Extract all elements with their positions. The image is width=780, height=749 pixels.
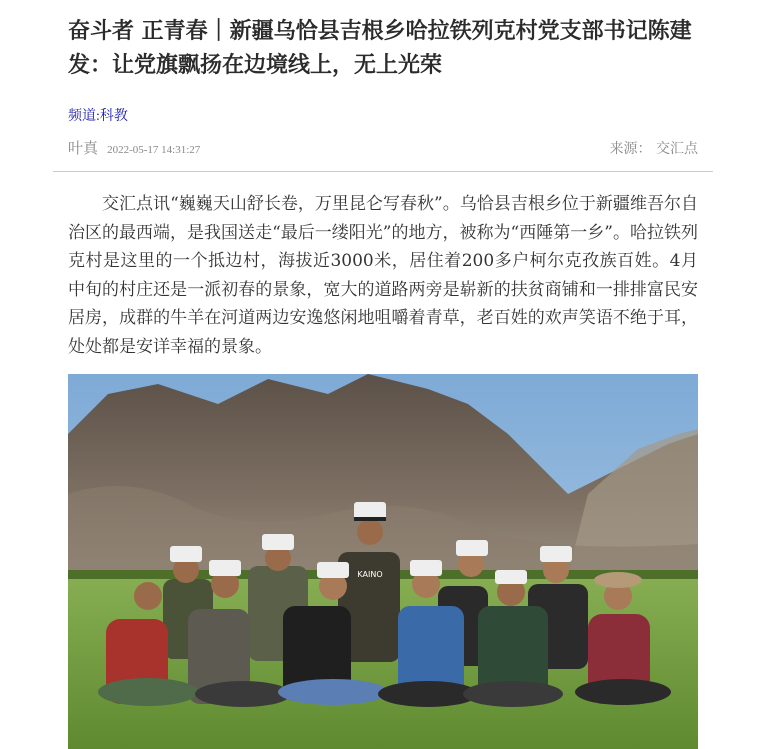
group-photo-illustration xyxy=(68,374,698,749)
article-title: 奋斗者 正青春｜新疆乌恰县吉根乡哈拉铁列克村党支部书记陈建发：让党旗飘扬在边境线上，无上光荣 xyxy=(68,18,692,78)
article-meta xyxy=(68,137,698,158)
publish-date: 2022-05-17 14:31:27 xyxy=(107,144,201,156)
article-source: 来源： 交汇点 xyxy=(609,141,698,157)
byline xyxy=(68,137,200,158)
article-paragraph: 交汇点讯“巍巍天山舒长卷，万里昆仑写春秋”。乌恰县吉根乡位于新疆维吾尔自治区的最西端，是我国送走“最后一缕阳光”的地方，被称为“西陲第一乡”。哈拉铁列克村是这里的一个抵边村，海拔近3000米，居住着200多户柯尔克孜族百姓。4月中旬的村庄还是一派初春的景象，宽大的道路两旁是崭新的扶贫商铺和一排排富民安居房，成群的牛羊在河道两边安逸悠闲地咀嚼着青草，老百姓的欢声笑语不绝于耳，处处都是安详幸福的景象。 xyxy=(68,194,698,357)
cap-logo-text: KAINO xyxy=(357,570,383,579)
channel-info xyxy=(68,105,128,125)
header-divider xyxy=(53,171,713,172)
author-name: 叶真 xyxy=(68,139,99,157)
channel-label: 频道: xyxy=(68,109,100,124)
channel-link[interactable]: 科教 xyxy=(99,109,128,124)
article-photo xyxy=(68,374,698,749)
